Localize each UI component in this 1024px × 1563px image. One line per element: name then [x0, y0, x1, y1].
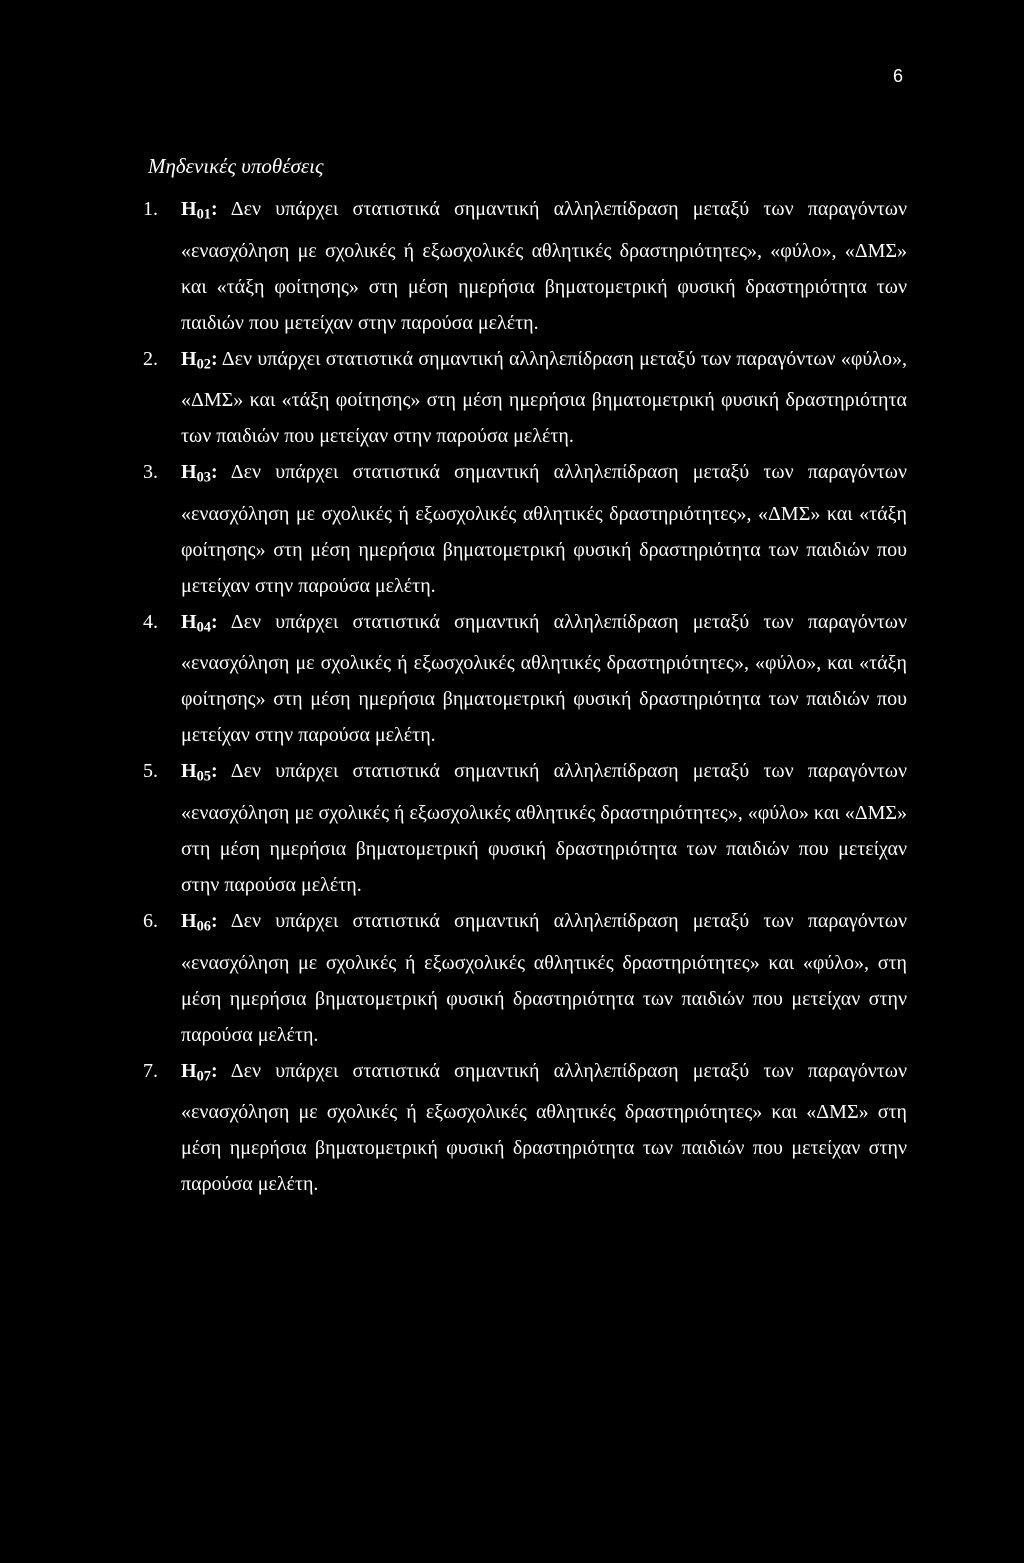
- hypothesis-code: [181, 198, 218, 223]
- hypothesis-code: [181, 461, 218, 486]
- hypothesis-code-subscript: 05: [196, 768, 211, 785]
- hypothesis-text: Δεν υπάρχει στατιστικά σημαντική αλληλεπίδραση μεταξύ των παραγόντων «ενασχόληση με σχολικές ή εξωσχολικές αθλητικές δραστηριότητες», «ΔΜΣ» και «τάξη φοίτησης» στη μέση ημερήσια βηματομετρική φυσική δραστηριότητα των παιδιών που μετείχαν στην παρούσα μελέτη.: [181, 461, 907, 597]
- hypothesis-code-letter: Η: [181, 461, 197, 484]
- hypothesis-code-colon: :: [210, 1059, 218, 1082]
- hypothesis-1: [143, 191, 907, 341]
- section-heading: Μηδενικές υποθέσεις: [148, 154, 324, 178]
- hypothesis-code-letter: Η: [181, 1059, 197, 1082]
- hypothesis-text: Δεν υπάρχει στατιστικά σημαντική αλληλεπίδραση μεταξύ των παραγόντων «ενασχόληση με σχολικές ή εξωσχολικές αθλητικές δραστηριότητες» και «φύλο», στη μέση ημερήσια βηματομετρική φυσική δραστηριότητα των παιδιών που μετείχαν στην παρούσα μελέτη.: [181, 909, 907, 1046]
- page-number: 6: [893, 66, 904, 86]
- hypothesis-5: [143, 753, 907, 903]
- hypothesis-code: [181, 610, 218, 636]
- hypothesis-code-colon: :: [210, 760, 218, 783]
- hypothesis-text: Δεν υπάρχει στατιστικά σημαντική αλληλεπίδραση μεταξύ των παραγόντων «ενασχόληση με σχολικές ή εξωσχολικές αθλητικές δραστηριότητες» και «ΔΜΣ» στη μέση ημερήσια βηματομετρική φυσική δραστηριότητα των παιδιών που μετείχαν στην παρούσα μελέτη.: [181, 1059, 907, 1196]
- hypothesis-text: Δεν υπάρχει στατιστικά σημαντική αλληλεπίδραση μεταξύ των παραγόντων «ενασχόληση με σχολικές ή εξωσχολικές αθλητικές δραστηριότητες», «φύλο», «ΔΜΣ» και «τάξη φοίτησης» στη μέση ημερήσια βηματομετρική φυσική δραστηριότητα των παιδιών που μετείχαν στην παρούσα μελέτη.: [181, 198, 907, 334]
- hypothesis-3: [143, 454, 907, 604]
- hypothesis-code-colon: :: [210, 347, 218, 370]
- hypothesis-7: [143, 1053, 907, 1203]
- hypothesis-code: [181, 1059, 218, 1085]
- hypothesis-2: [143, 341, 907, 455]
- hypothesis-4: [143, 604, 907, 754]
- hypothesis-text: Δεν υπάρχει στατιστικά σημαντική αλληλεπίδραση μεταξύ των παραγόντων «ενασχόληση με σχολικές ή εξωσχολικές αθλητικές δραστηριότητες», «φύλο» και «ΔΜΣ» στη μέση ημερήσια βηματομετρική φυσική δραστηριότητα των παιδιών που μετείχαν στην παρούσα μελέτη.: [181, 760, 907, 896]
- hypothesis-code-subscript: 01: [196, 206, 211, 223]
- hypothesis-code-subscript: 02: [196, 356, 211, 373]
- hypothesis-text: Δεν υπάρχει στατιστικά σημαντική αλληλεπίδραση μεταξύ των παραγόντων «ενασχόληση με σχολικές ή εξωσχολικές αθλητικές δραστηριότητες», «φύλο», και «τάξη φοίτησης» στη μέση ημερήσια βηματομετρική φυσική δραστηριότητα των παιδιών που μετείχαν στην παρούσα μελέτη.: [181, 610, 907, 747]
- hypothesis-number: 5.: [143, 760, 158, 783]
- hypothesis-code-colon: :: [210, 610, 218, 633]
- hypothesis-code-subscript: 04: [196, 619, 211, 636]
- hypothesis-number: 4.: [143, 610, 158, 633]
- hypothesis-code-colon: :: [210, 461, 218, 484]
- hypothesis-number: 2.: [143, 347, 158, 370]
- hypothesis-code-letter: Η: [181, 760, 197, 783]
- hypothesis-6: [143, 903, 907, 1053]
- hypothesis-number: 3.: [143, 461, 158, 484]
- hypothesis-number: 7.: [143, 1059, 158, 1082]
- hypothesis-code-colon: :: [210, 198, 218, 220]
- hypothesis-number: 6.: [143, 909, 158, 932]
- hypothesis-number: 1.: [143, 198, 158, 220]
- hypothesis-code: [181, 909, 218, 935]
- hypotheses-list: [143, 191, 907, 1202]
- hypothesis-text: Δεν υπάρχει στατιστικά σημαντική αλληλεπίδραση μεταξύ των παραγόντων «φύλο», «ΔΜΣ» και «τάξη φοίτησης» στη μέση ημερήσια βηματομετρική φυσική δραστηριότητα των παιδιών που μετείχαν στην παρούσα μελέτη.: [181, 347, 907, 448]
- hypothesis-code-subscript: 06: [196, 918, 211, 935]
- hypothesis-code: [181, 760, 218, 785]
- hypothesis-code-subscript: 03: [196, 469, 211, 486]
- hypothesis-code-letter: Η: [181, 347, 197, 370]
- hypothesis-code-subscript: 07: [196, 1068, 211, 1085]
- hypothesis-code-letter: Η: [181, 909, 197, 932]
- hypothesis-code-letter: Η: [181, 610, 197, 633]
- hypothesis-code-colon: :: [210, 909, 218, 932]
- hypothesis-code: [181, 347, 218, 373]
- hypothesis-code-letter: Η: [181, 198, 197, 220]
